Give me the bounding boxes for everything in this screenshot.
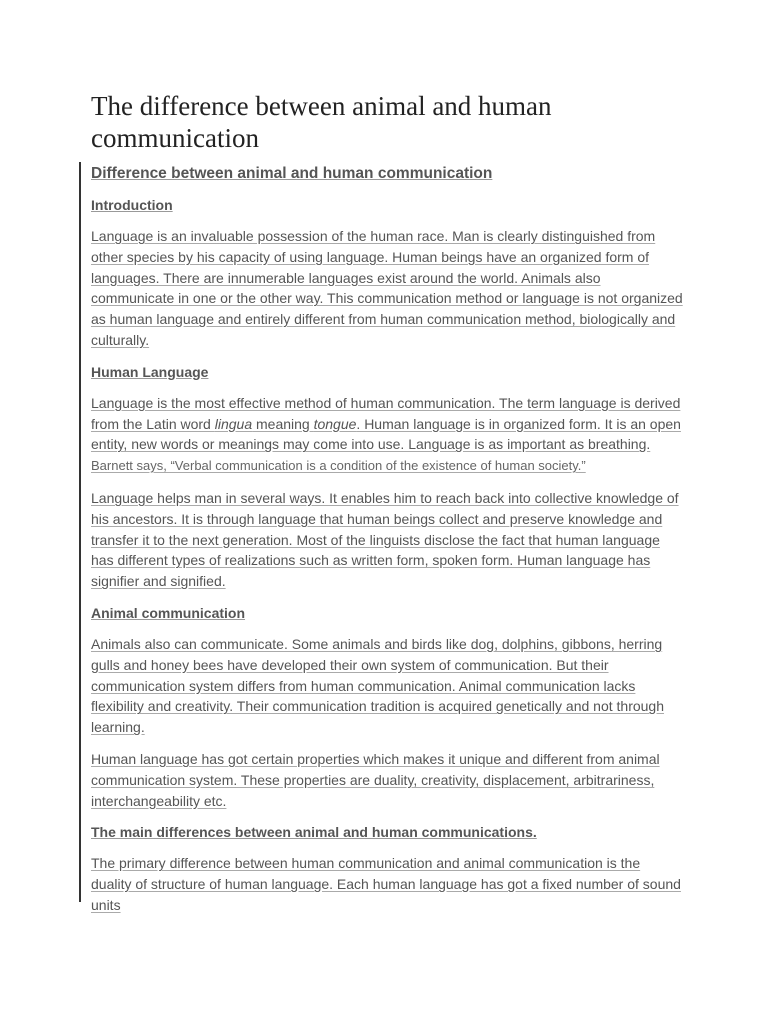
- article-subtitle: Difference between animal and human communication: [91, 165, 493, 182]
- heading-animal-communication: Animal communication: [91, 604, 246, 621]
- paragraph-introduction: Language is an invaluable possession of the human race. Man is clearly distinguished from other species by his capacity of using language. Human beings have an organized form of languages. There are innumerable languages exist around the world. Animals also communicate in one or the other way. This communication method or language is not organized as human language and entirely different from human communication method, biologically and culturally.: [91, 228, 683, 348]
- heading-human-language: Human Language: [91, 363, 209, 380]
- paragraph-main-differences-1: The primary difference between human communication and animal communication is the duality of structure of human language. Each human language has got a fixed number of sound units: [91, 855, 681, 913]
- text-segment: Language is the most effective method of human communication. The term language is derived from the Latin word: [91, 394, 681, 432]
- term-tongue: tongue: [313, 415, 357, 432]
- page-title: The difference between animal and human communication: [91, 91, 552, 153]
- paragraph-human-language-2: Language helps man in several ways. It enables him to reach back into collective knowledge of his ancestors. It is through language that human beings collect and preserve knowledge and transfer it to the next generation. Most of the linguists disclose the fact that human language has different types of realizations such as written form, spoken form. Human language has signifier and signified.: [91, 489, 679, 590]
- left-border-rule: [79, 162, 81, 902]
- term-lingua: lingua: [214, 415, 253, 432]
- heading-main-differences: The main differences between animal and human communications.: [91, 824, 537, 841]
- barnett-quote: Barnett says, “Verbal communication is a condition of the existence of human society.”: [91, 458, 586, 474]
- article-body: [91, 163, 683, 913]
- paragraph-animal-communication-1: Animals also can communicate. Some animals and birds like dog, dolphins, gibbons, herring gulls and honey bees have developed their own system of communication. But their communication system differs from human communication. Animal communication lacks flexibility and creativity. Their communication tradition is acquired genetically and not through learning.: [91, 635, 665, 736]
- heading-introduction: Introduction: [91, 197, 173, 213]
- paragraph-human-language-1: [91, 393, 683, 477]
- paragraph-animal-communication-2: Human language has got certain properties which makes it unique and different from animal communication system. These properties are duality, creativity, displacement, arbitrariness, interchangeability etc.: [91, 750, 660, 809]
- text-segment: . Human language is in organized form. It is an open entity, new words or meanings may come into use. Language is as important as breathing.: [91, 415, 681, 453]
- text-segment: meaning: [252, 415, 314, 432]
